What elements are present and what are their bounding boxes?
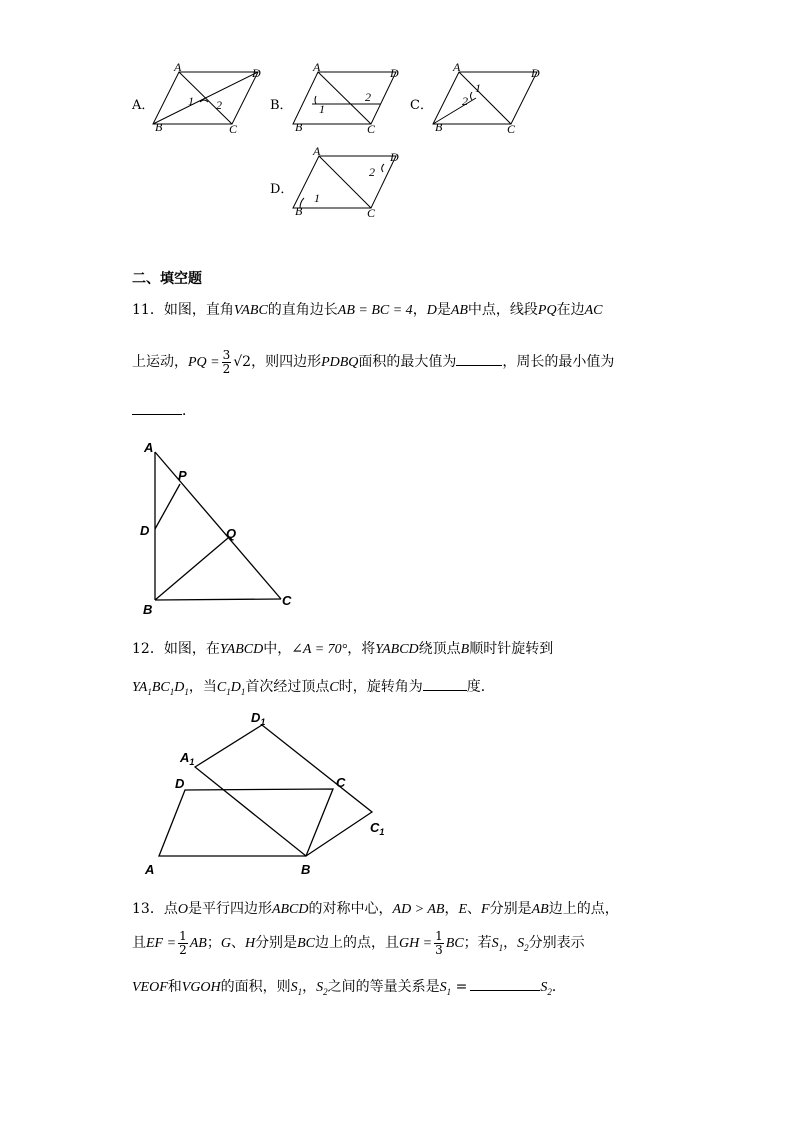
angle-2: 2 (369, 165, 375, 179)
angle-2: 2 (216, 98, 222, 112)
vertex-c: C (282, 593, 292, 608)
option-d-figure (292, 146, 407, 222)
fraction: $\frac{1}{3}$ (435, 928, 443, 957)
vertex-d: D (390, 66, 399, 80)
option-b-label: B． (270, 98, 293, 113)
point-d: D (140, 523, 150, 538)
vertex-b: B (295, 204, 303, 218)
vertex-a: A (144, 440, 154, 455)
angle-1: 1 (314, 191, 320, 205)
vertex-b: B (143, 602, 153, 617)
option-d-label: D． (270, 182, 294, 197)
vertex-c: C (507, 122, 516, 136)
q12-line-2: $YA_1BC_1D_1$，当$C_1D_1$首次经过顶点C时，旋转角为 度． (132, 676, 495, 701)
q11-line-2: 上运动，PQ = $\frac{3}{2}$ √2，则四边形PDBQ面积的最大值为 ，周长的最小值为 (132, 347, 615, 376)
q13-line-1: 13．点O是平行四边形ABCD的对称中心，AD > AB，E、F分别是AB边上的点， (132, 901, 619, 917)
vertex-b: B (155, 120, 163, 134)
option-c-label: C． (410, 98, 433, 113)
option-b-figure (292, 62, 407, 138)
angle-1: 1 (475, 81, 481, 95)
vertex-c: C (229, 122, 238, 136)
answer-blank-1[interactable] (456, 351, 502, 366)
option-a-figure (152, 62, 270, 138)
angle-1: 1 (188, 94, 194, 108)
angle-1: 1 (319, 102, 325, 116)
answer-blank-4[interactable] (470, 976, 540, 991)
point-p: P (178, 468, 187, 483)
option-a-label: A． (132, 98, 155, 113)
q12-line-1: 12．如图，在YABCD中，∠A = 70°，将YABCD绕顶点B顺时针旋转到 (132, 641, 554, 657)
vertex-d: D (175, 776, 185, 791)
fraction: $\frac{3}{2}$ (222, 347, 231, 376)
q11-figure (136, 436, 304, 620)
vertex-d: D (531, 66, 540, 80)
section-title: 二、填空题 (132, 271, 202, 287)
option-c-figure (432, 62, 547, 138)
fraction: $\frac{1}{2}$ (179, 928, 187, 957)
angle-2: 2 (462, 94, 468, 108)
vertex-a: A (174, 62, 182, 74)
vertex-c: C (367, 122, 376, 136)
vertex-d1: $D_1$ (251, 710, 266, 727)
angle-2: 2 (365, 90, 371, 104)
q11-line-3: ． (132, 400, 196, 420)
vertex-a: A (313, 62, 321, 74)
q11-line-1: 11．如图，直角VABC的直角边长AB = BC = 4，D是AB中点，线段PQ在边AC (132, 302, 603, 318)
answer-blank-3[interactable] (423, 676, 467, 691)
vertex-c: C (336, 775, 346, 790)
vertex-b: B (295, 120, 303, 134)
answer-blank-2[interactable] (132, 400, 182, 415)
vertex-d: D (390, 150, 399, 164)
point-q: Q (226, 526, 237, 541)
vertex-d: D (252, 66, 261, 80)
q13-line-2: 且EF = $\frac{1}{2}$ AB；G、H分别是BC边上的点，且GH = $\frac{1}{3}$ BC；若$S_1$，$S_2$分别表示 (132, 928, 585, 957)
vertex-b: B (435, 120, 443, 134)
vertex-b: B (301, 862, 311, 877)
vertex-a1: $A_1$ (180, 750, 195, 767)
vertex-a: A (453, 62, 461, 74)
vertex-c1: $C_1$ (370, 820, 385, 837)
q12-figure (140, 704, 400, 882)
q13-line-3: VEOF和VGOH的面积，则$S_1$，$S_2$之间的等量关系是$S_1 = S_2$． (132, 976, 566, 1001)
vertex-a: A (145, 862, 155, 877)
vertex-a: A (313, 146, 321, 158)
vertex-c: C (367, 206, 376, 220)
